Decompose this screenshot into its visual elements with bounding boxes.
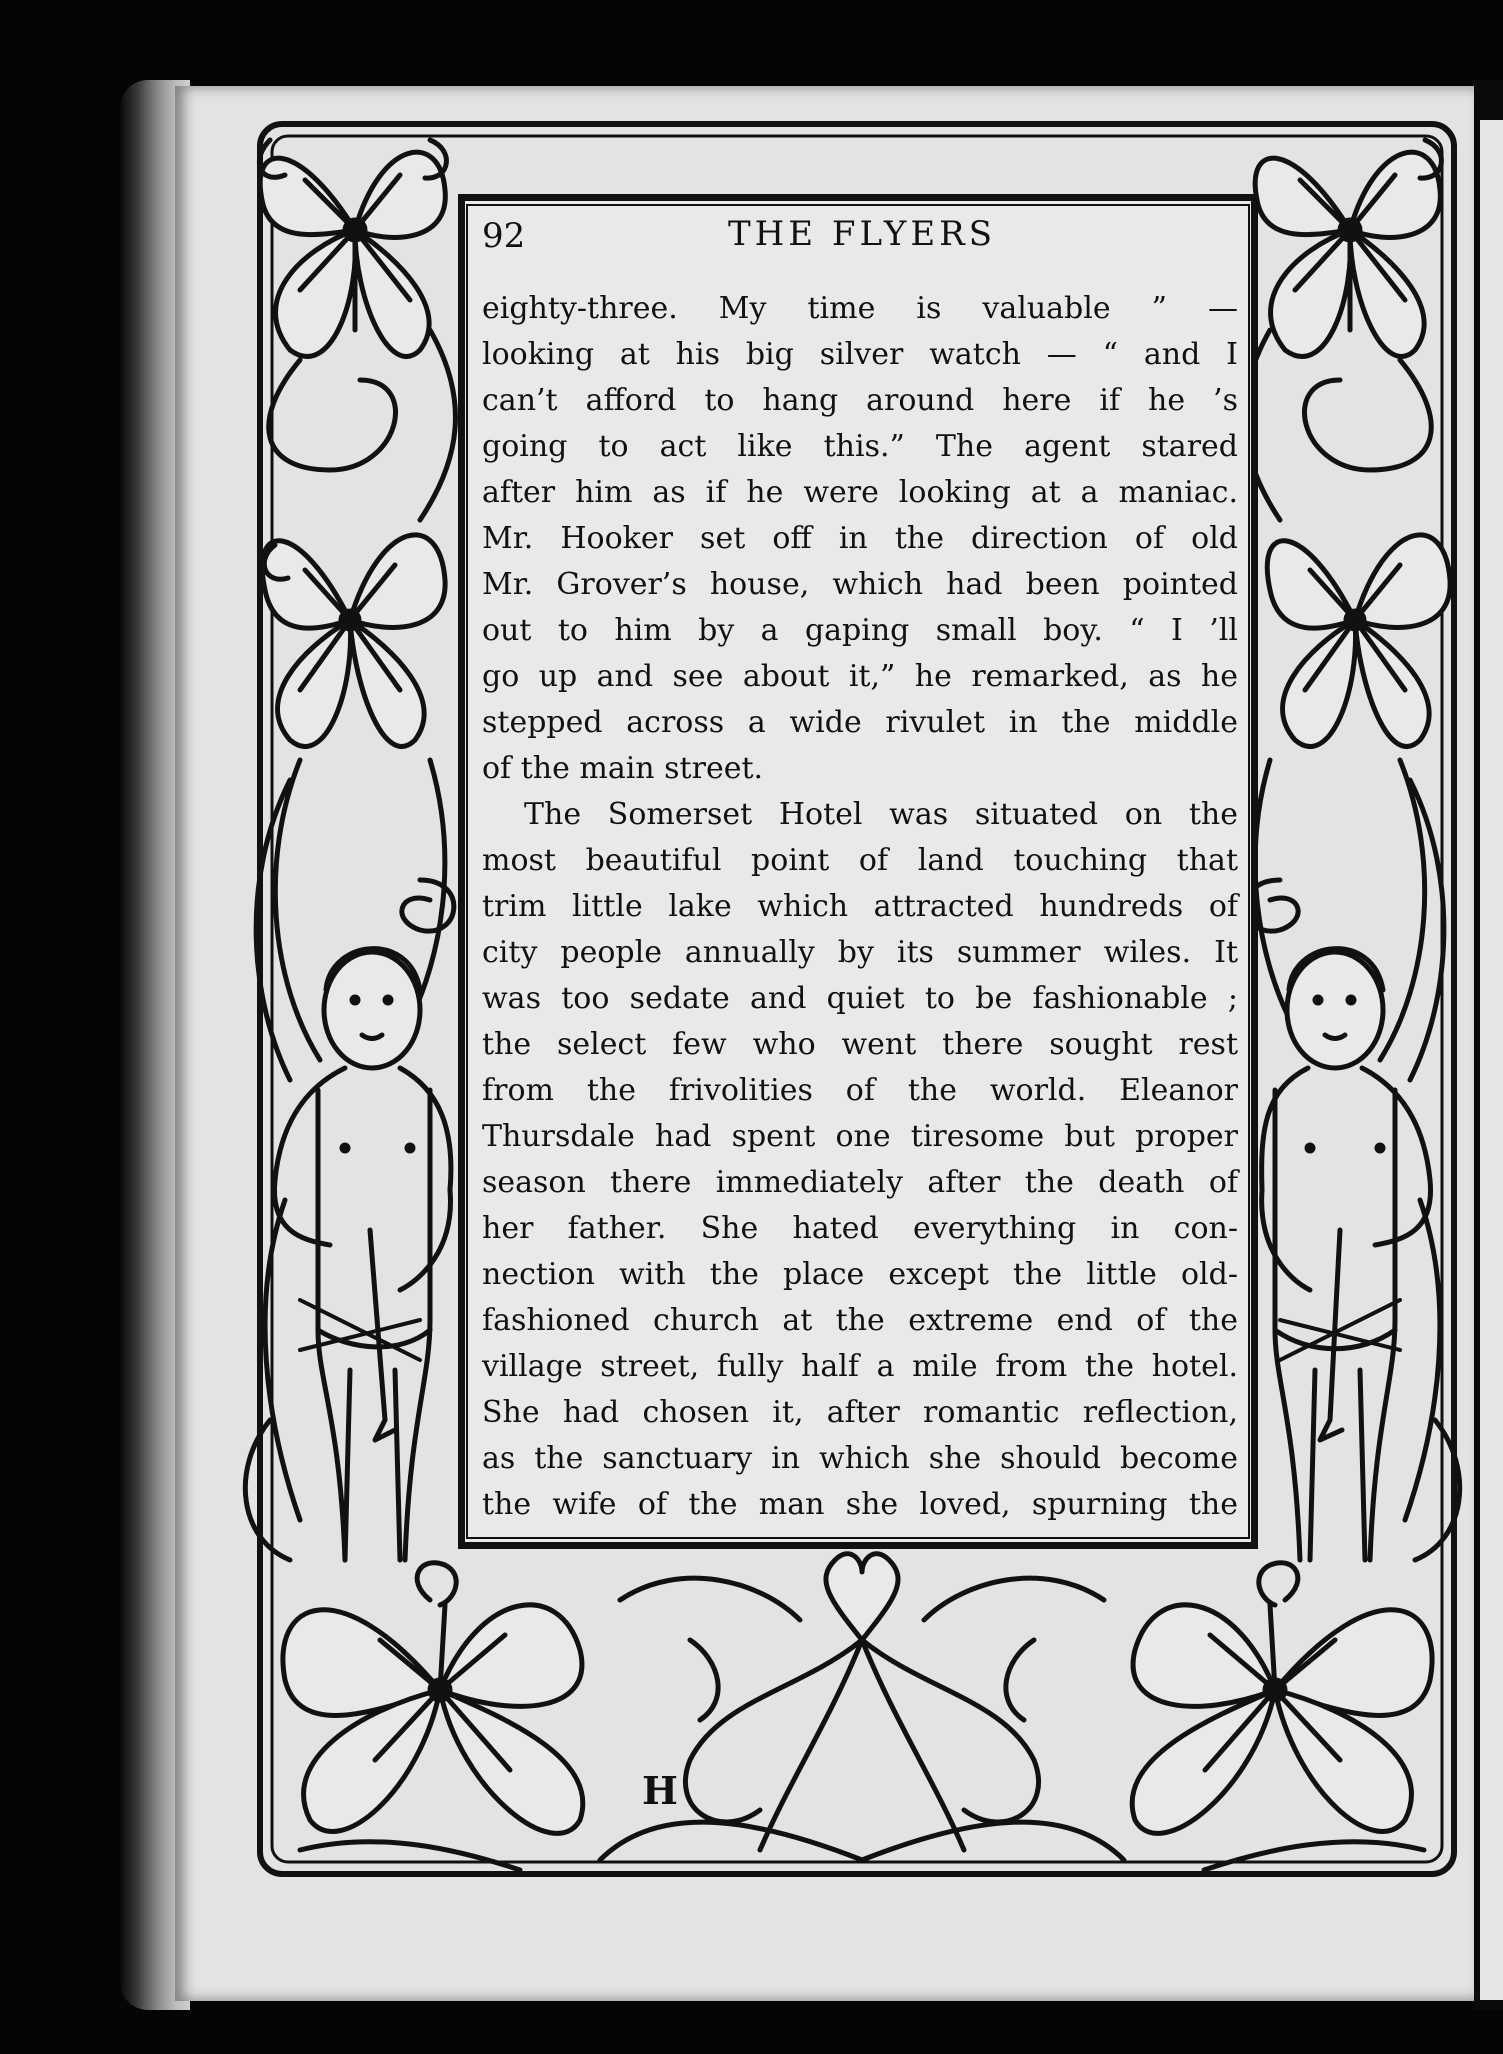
text-line: looking at his big silver watch — “ and I [482, 337, 1238, 372]
text-line: Mr. Hooker set off in the direction of old [482, 521, 1238, 556]
text-line: go up and see about it,” he remarked, as he [482, 659, 1238, 694]
text-line: fashioned church at the extreme end of the [482, 1303, 1238, 1338]
left-border-column [245, 140, 455, 1560]
body-text [482, 286, 1238, 1528]
text-line: out to him by a gaping small boy. “ I ’ll [482, 613, 1238, 648]
flower-ornament-bottom-right [1132, 1563, 1432, 1834]
text-line: of the main street. [482, 751, 764, 786]
text-line: village street, fully half a mile from the hotel. [482, 1349, 1238, 1384]
text-line: her father. She hated everything in con- [482, 1211, 1238, 1246]
text-line: from the frivolities of the world. Eleanor [482, 1073, 1238, 1108]
illustrator-monogram: H [642, 1768, 678, 1813]
text-line: city people annually by its summer wiles. It [482, 935, 1238, 970]
text-line: She had chosen it, after romantic reflection, [482, 1395, 1238, 1430]
text-line: can’t afford to hang around here if he ’s [482, 383, 1238, 418]
text-line: trim little lake which attracted hundreds of [482, 889, 1238, 924]
flower-ornament-top-right [1255, 140, 1441, 356]
text-line: eighty-three. My time is valuable ” — [482, 291, 1238, 326]
flower-ornament-mid-left [262, 535, 445, 747]
text-line: season there immediately after the death of [482, 1165, 1238, 1200]
text-line: nection with the place except the little old- [482, 1257, 1238, 1292]
heart-ornament [826, 1554, 898, 1640]
text-line: after him as if he were looking at a maniac. [482, 475, 1238, 510]
text-line: going to act like this.” The agent stared [482, 429, 1238, 464]
text-line: stepped across a wide rivulet in the middle [482, 705, 1238, 740]
page-header [482, 214, 1242, 264]
text-line: Mr. Grover’s house, which had been pointed [482, 567, 1238, 602]
page-number: 92 [482, 216, 526, 256]
flower-ornament-bottom-left [283, 1563, 583, 1834]
flower-ornament-top-left [259, 140, 446, 356]
text-line: the wife of the man she loved, spurning the [482, 1487, 1238, 1522]
text-line: The Somerset Hotel was situated on the [524, 797, 1238, 832]
text-line: as the sanctuary in which she should become [482, 1441, 1238, 1476]
text-line: was too sedate and quiet to be fashionable ; [482, 981, 1238, 1016]
right-border-column [1245, 140, 1460, 1560]
flower-ornament-mid-right [1267, 535, 1450, 747]
bottom-border-panel [283, 1554, 1432, 1870]
cherub-figure-left [274, 949, 450, 1560]
text-line: the select few who went there sought rest [482, 1027, 1238, 1062]
running-head-title: THE FLYERS [727, 214, 997, 254]
cherub-figure-right [1262, 949, 1431, 1560]
text-line: Thursdale had spent one tiresome but proper [482, 1119, 1238, 1154]
text-line: most beautiful point of land touching that [482, 843, 1238, 878]
